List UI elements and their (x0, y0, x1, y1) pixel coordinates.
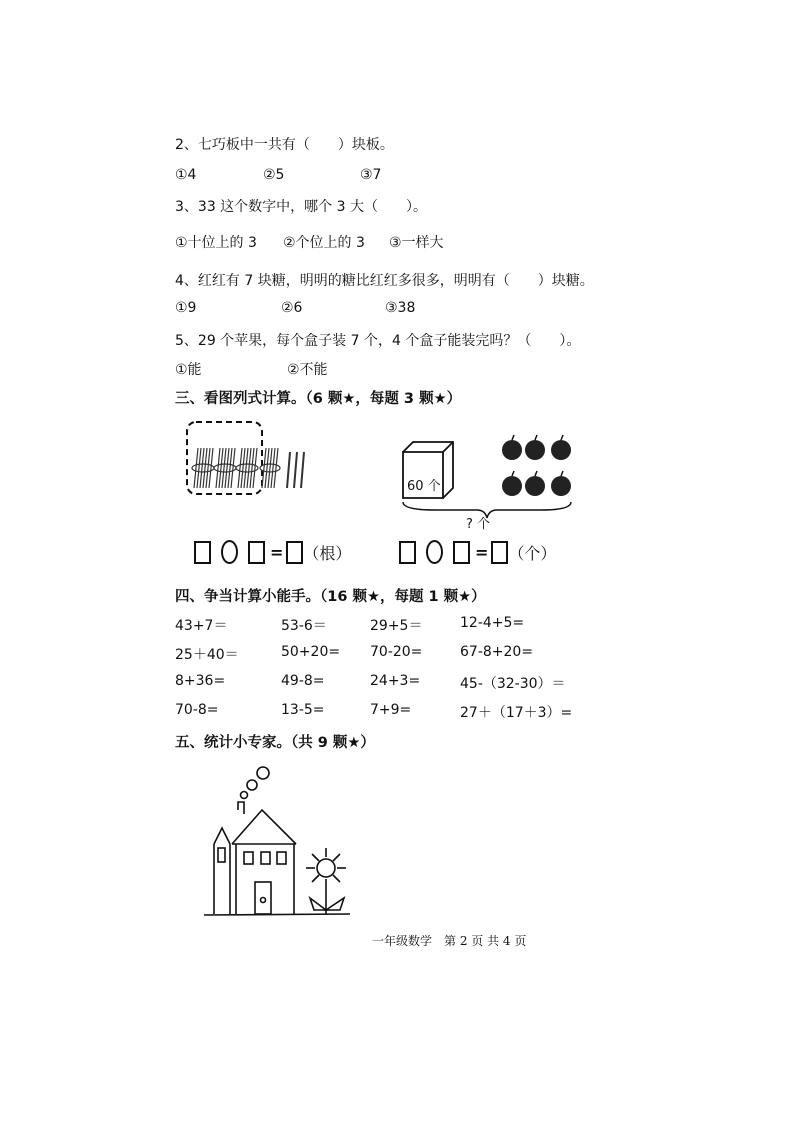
question-count-label: ? 个 (466, 517, 491, 532)
sticks-illustration (184, 418, 324, 498)
question-3-option-b: ②个位上的 3 (283, 235, 365, 251)
equation-template-left (194, 540, 351, 564)
answer-box[interactable] (453, 541, 470, 564)
operator-circle[interactable] (426, 540, 443, 564)
calc-item: 49-8= (281, 673, 325, 689)
window (277, 852, 286, 864)
page-footer: 一年级数学 第 2 页 共 4 页 (372, 934, 527, 948)
smoke-circle (241, 792, 248, 799)
house-drawing (200, 762, 360, 922)
calc-item: 53-6＝ (281, 618, 327, 634)
calc-item: 7+9= (370, 702, 412, 718)
smoke-circle (257, 767, 269, 779)
question-5-stem: 5、29 个苹果，每个盒子装 7 个，4 个盒子能装完吗？（ ）。 (175, 333, 581, 349)
apple-icons (502, 440, 571, 496)
operator-circle[interactable] (221, 540, 238, 564)
chimney (238, 802, 244, 814)
calc-item: 50+20= (281, 644, 341, 660)
question-4-option-c: ③38 (385, 300, 416, 316)
answer-box[interactable] (491, 541, 508, 564)
calc-item: 24+3= (370, 673, 421, 689)
calc-item: 25＋40＝ (175, 647, 239, 663)
calc-item: 12-4+5= (460, 615, 525, 631)
box-label: 60 个 (407, 479, 441, 494)
stick-bundle-1 (192, 448, 214, 488)
flower (306, 848, 346, 914)
question-4-option-a: ①9 (175, 300, 197, 316)
equation-template-right (399, 540, 556, 564)
equals-sign: = (270, 542, 284, 562)
unit-label: （个） (508, 543, 557, 563)
question-2-stem: 2、七巧板中一共有（ ）块板。 (175, 137, 394, 153)
answer-box[interactable] (194, 541, 211, 564)
section-4-title: 四、争当计算小能手。（16 颗★，每题 1 颗★） (175, 589, 486, 605)
calc-item: 43+7＝ (175, 618, 228, 634)
question-5-option-a: ①能 (175, 362, 202, 378)
question-2-option-a: ①4 (175, 167, 197, 183)
question-5-option-b: ②不能 (287, 362, 328, 378)
loose-sticks (287, 452, 304, 488)
section-3-title: 三、看图列式计算。（6 颗★，每题 3 颗★） (175, 391, 462, 407)
calc-item: 27＋（17＋3）= (460, 705, 573, 721)
answer-box[interactable] (286, 541, 303, 564)
window (244, 852, 253, 864)
question-4-option-b: ②6 (281, 300, 303, 316)
ground-line (204, 914, 350, 915)
calc-item: 8+36= (175, 673, 226, 689)
calc-item: 45-（32-30）＝ (460, 676, 566, 692)
question-3-option-c: ③一样大 (389, 235, 444, 251)
answer-box[interactable] (399, 541, 416, 564)
stick-bundle-3 (236, 448, 258, 488)
question-3-stem: 3、33 这个数字中，哪个 3 大（ ）。 (175, 199, 427, 215)
house (232, 810, 296, 914)
window (261, 852, 270, 864)
stick-bundle-2 (214, 448, 236, 488)
unit-label: （根） (303, 543, 352, 563)
calc-item: 67-8+20= (460, 644, 534, 660)
equals-sign: = (475, 542, 489, 562)
smoke-circle (247, 780, 257, 790)
calc-item: 29+5＝ (370, 618, 423, 634)
calc-item: 70-8= (175, 702, 219, 718)
calc-item: 70-20= (370, 644, 423, 660)
answer-box[interactable] (248, 541, 265, 564)
question-2-option-b: ②5 (263, 167, 285, 183)
question-3-option-a: ①十位上的 3 (175, 235, 257, 251)
question-4-stem: 4、红红有 7 块糖，明明的糖比红红多很多，明明有（ ）块糖。 (175, 273, 594, 289)
section-5-title: 五、统计小专家。（共 9 颗★） (175, 735, 375, 751)
tower (214, 828, 230, 914)
calc-item: 13-5= (281, 702, 325, 718)
question-2-option-c: ③7 (360, 167, 382, 183)
